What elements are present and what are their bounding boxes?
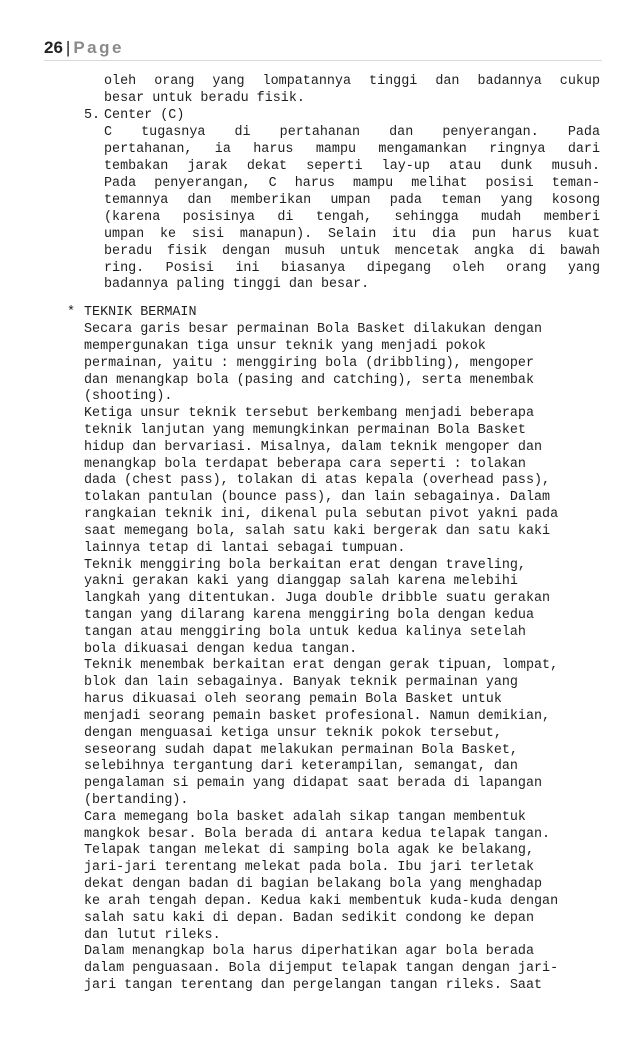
item5-line: pertahanan, ia harus mampu mengamankan ringnya dari (104, 142, 600, 157)
list-item-title: Center (C) (104, 108, 185, 123)
section-line: mempergunakan tiga unsur teknik yang menjadi pokok (84, 338, 486, 354)
section-line: Teknik menembak berkaitan erat dengan gerak tipuan, lompat, (84, 658, 559, 674)
item5-line: tembakan jarak dekat seperti lay-up atau dunk musuh. (104, 159, 600, 174)
section-line: saat memegang bola, salah satu kaki bergerak dan satu kaki (84, 523, 551, 539)
section-line: Dalam menangkap bola harus diperhatikan agar bola berada (84, 944, 534, 960)
section-line: mangkok besar. Bola berada di antara kedua telapak tangan. (84, 826, 551, 842)
page-number: 26 (44, 38, 63, 57)
section-bullet: * (67, 305, 76, 320)
section-line: permainan, yaitu : menggiring bola (dribbling), mengoper (84, 355, 534, 371)
page-header (44, 38, 124, 58)
page-label: Page (73, 38, 124, 57)
continued-line: besar untuk beradu fisik. (104, 91, 305, 106)
section-line: tangan atau menggiring bola untuk kedua kalinya setelah (84, 624, 526, 640)
section-line: pengalaman si pemain yang didapat saat berada di lapangan (84, 776, 543, 792)
section-line: selebihnya tergantung dari keterampilan, semangat, dan (84, 759, 518, 775)
item5-line: ring. Posisi ini biasanya dipegang oleh orang yang (104, 261, 600, 276)
item5-line: badannya paling tinggi dan besar. (104, 277, 370, 292)
section-line: salah satu kaki di depan. Badan sedikit condong ke depan (84, 910, 534, 926)
list-number: 5. (84, 108, 101, 123)
section-line: lainnya tetap di lantai sebagai tumpuan. (84, 540, 406, 556)
section-line: teknik lanjutan yang memungkinkan permainan Bola Basket (84, 422, 526, 438)
section-line: hidup dan bervariasi. Misalnya, dalam teknik mengoper dan (84, 439, 543, 455)
section-line: tolakan pantulan (bounce pass), dan lain sebagainya. Dalam (84, 490, 551, 506)
section-line: langkah yang ditentukan. Juga double dribble suatu gerakan (84, 591, 551, 607)
section-line: dekat dengan badan di bagian belakang bola yang menghadap (84, 877, 543, 893)
section-line: harus dikuasai oleh seorang pemain Bola Basket untuk (84, 692, 502, 707)
section-line: dengan menguasai ketiga unsur teknik pokok tersebut, (84, 725, 502, 741)
item5-line: (karena posisinya di tengah, sehingga mudah memberi (104, 210, 600, 225)
section-line: tangan yang dilarang karena menggiring bola dengan kedua (84, 607, 534, 623)
item5-line: temannya dan memberikan umpan pada teman yang kosong (104, 193, 600, 208)
section-line: seseorang sudah dapat melakukan permainan Bola Basket, (84, 742, 518, 758)
item5-line: Pada penyerangan, C harus mampu melihat posisi teman- (104, 176, 600, 191)
section-line: menjadi seorang pemain basket profesional. Namun demikian, (84, 708, 551, 724)
continued-line: oleh orang yang lompatannya tinggi dan badannya cukup (104, 74, 600, 89)
section-line: Secara garis besar permainan Bola Basket dilakukan dengan (84, 322, 543, 337)
section-line: Cara memegang bola basket adalah sikap tangan membentuk (84, 809, 526, 825)
section-title: TEKNIK BERMAIN (84, 305, 197, 320)
section-line: dan lutut rileks. (84, 927, 221, 943)
header-rule (44, 60, 602, 61)
item5-line: umpan ke sisi manapun). Selain itu dia pun harus kuat (104, 227, 600, 242)
section-line: jari-jari terentang melekat pada bola. Ibu jari terletak (84, 860, 534, 876)
section-line: dada (chest pass), tolakan di atas kepala (overhead pass), (84, 473, 551, 489)
item5-line: beradu fisik dengan musuh untuk mencetak angka di bawah (104, 244, 600, 259)
section-line: Ketiga unsur teknik tersebut berkembang menjadi beberapa (84, 406, 534, 422)
section-line: (bertanding). (84, 793, 189, 808)
section-line: jari tangan terentang dan pergelangan tangan rileks. Saat (84, 978, 543, 993)
section-line: bola dikuasai dengan kedua tangan. (84, 641, 358, 657)
header-separator: | (65, 38, 71, 57)
section-line: ke arah tengah depan. Kedua kaki membentuk kuda-kuda dengan (84, 893, 559, 909)
section-line: blok dan lain sebagainya. Banyak teknik permainan yang (84, 675, 518, 691)
section-line: Teknik menggiring bola berkaitan erat dengan traveling, (84, 557, 526, 573)
section-line: (shooting). (84, 389, 173, 405)
section-line: dan menangkap bola (pasing and catching), serta menembak (84, 372, 534, 388)
item5-line: C tugasnya di pertahanan dan penyerangan. Pada (104, 125, 600, 140)
section-line: dalam penguasaan. Bola dijemput telapak tangan dengan jari- (84, 961, 559, 977)
section-line: yakni gerakan kaki yang dianggap salah karena melebihi (84, 574, 518, 590)
section-line: rangkaian teknik ini, dikenal pula sebutan pivot yakni pada (84, 507, 559, 522)
section-line: Telapak tangan melekat di samping bola agak ke belakang, (84, 843, 534, 859)
section-line: menangkap bola terdapat beberapa cara seperti : tolakan (84, 456, 526, 472)
